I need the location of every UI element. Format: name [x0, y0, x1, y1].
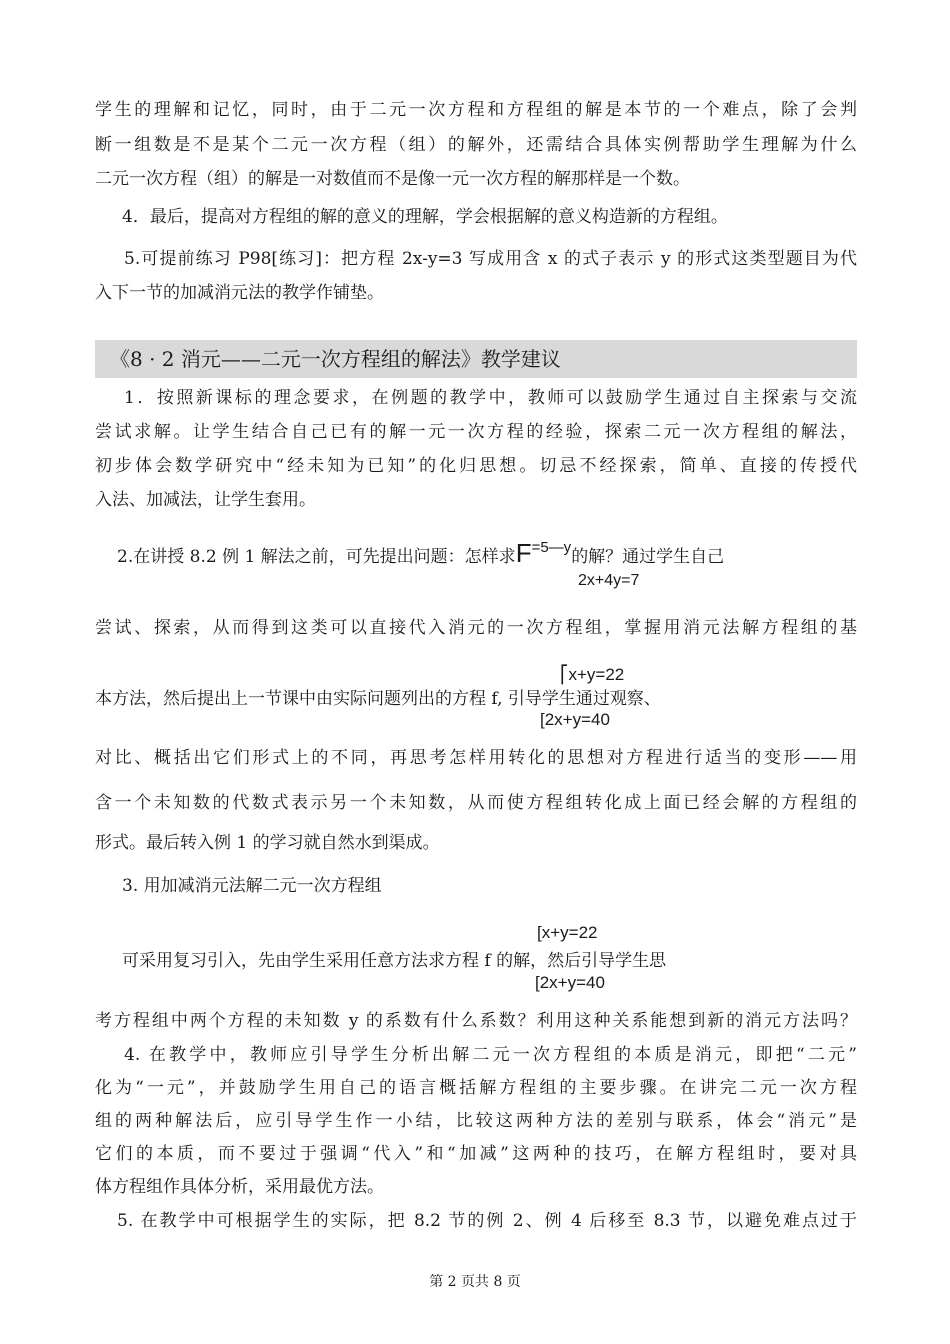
p3-system-top: [x+y=22 [537, 923, 598, 942]
p1-line-4: 入法、加减法，让学生套用。 [95, 490, 316, 510]
page-footer: 第 2 页共 8 页 [429, 1274, 521, 1290]
p3-line-2: 考方程组中两个方程的未知数 y 的系数有什么系数？利用这种关系能想到新的消元方法吗？ [95, 1011, 857, 1031]
p2-text-after: 的解？通过学生自己 [571, 547, 725, 567]
p1-line-3: 初步体会数学研究中“经未知为已知”的化归思想。切忌不经探索，简单、直接的传授代 [95, 456, 857, 476]
intro-item-5-line-1: 5.可提前练习 P98[练习]：把方程 2x-y=3 写成用含 x 的式子表示 y 的形式这类型题目为代 [124, 249, 857, 269]
p3-line-1: 可采用复习引入，先由学生采用任意方法求方程 f 的解，然后引导学生思 [122, 951, 667, 971]
p5-line-1: 5. 在教学中可根据学生的实际，把 8.2 节的例 2、例 4 后移至 8.3 节，以避免难点过于 [117, 1211, 857, 1231]
p2-equation-sup: =5—y [531, 539, 572, 556]
intro-line-3: 二元一次方程（组）的解是一对数值而不是像一元一次方程的解那样是一个数。 [95, 169, 690, 189]
p2-system-top: ⎡x+y=22 [560, 665, 625, 684]
p2-line-1 [117, 540, 724, 569]
p2-equation-f: F [515, 538, 532, 568]
p3-title: 3. 用加减消元法解二元一次方程组 [122, 876, 382, 896]
p2-equation-second: 2x+4y=7 [578, 572, 640, 589]
p2-line-5: 含一个未知数的代数式表示另一个未知数，从而使方程组转化成上面已经会解的方程组的 [95, 793, 857, 813]
p2-line-6: 形式。最后转入例 1 的学习就自然水到渠成。 [95, 833, 440, 853]
p1-line-2: 尝试求解。让学生结合自己已有的解一元一次方程的经验，探索二元一次方程组的解法， [95, 422, 857, 442]
p2-line-2: 尝试、探索，从而得到这类可以直接代入消元的一次方程组，掌握用消元法解方程组的基 [95, 618, 857, 638]
p2-text-before: 2.在讲授 8.2 例 1 解法之前，可先提出问题：怎样求 [117, 547, 516, 567]
section-heading: 《8 · 2 消元——二元一次方程组的解法》教学建议 [110, 347, 561, 371]
intro-line-2: 断一组数是不是某个二元一次方程（组）的解外，还需结合具体实例帮助学生理解为什么 [95, 135, 857, 155]
p4-line-3: 组的两种解法后，应引导学生作一小结，比较这两种方法的差别与联系，体会“消元”是 [95, 1111, 857, 1131]
p4-line-5: 体方程组作具体分析，采用最优方法。 [95, 1177, 384, 1197]
p2-system-bottom: [2x+y=40 [540, 710, 610, 729]
p2-line-3: 本方法，然后提出上一节课中由实际问题列出的方程 f, 引导学生通过观察、 [95, 689, 661, 709]
intro-item-4: 4．最后，提高对方程组的解的意义的理解，学会根据解的意义构造新的方程组。 [122, 207, 728, 227]
p4-line-4: 它们的本质，而不要过于强调“代入”和“加减”这两种的技巧，在解方程组时，要对具 [95, 1144, 857, 1164]
p2-line-4: 对比、概括出它们形式上的不同，再思考怎样用转化的思想对方程进行适当的变形——用 [95, 748, 857, 768]
intro-item-5-line-2: 入下一节的加减消元法的教学作铺垫。 [95, 283, 384, 303]
p3-system-bottom: [2x+y=40 [535, 973, 605, 992]
p1-line-1: 1．按照新课标的理念要求，在例题的教学中，教师可以鼓励学生通过自主探索与交流 [124, 388, 857, 408]
p4-line-2: 化为“一元”，并鼓励学生用自己的语言概括解方程组的主要步骤。在讲完二元一次方程 [95, 1078, 857, 1098]
p4-line-1: 4. 在教学中，教师应引导学生分析出解二元一次方程组的本质是消元，即把“二元” [124, 1045, 857, 1065]
intro-line-1: 学生的理解和记忆，同时，由于二元一次方程和方程组的解是本节的一个难点，除了会判 [95, 100, 857, 120]
